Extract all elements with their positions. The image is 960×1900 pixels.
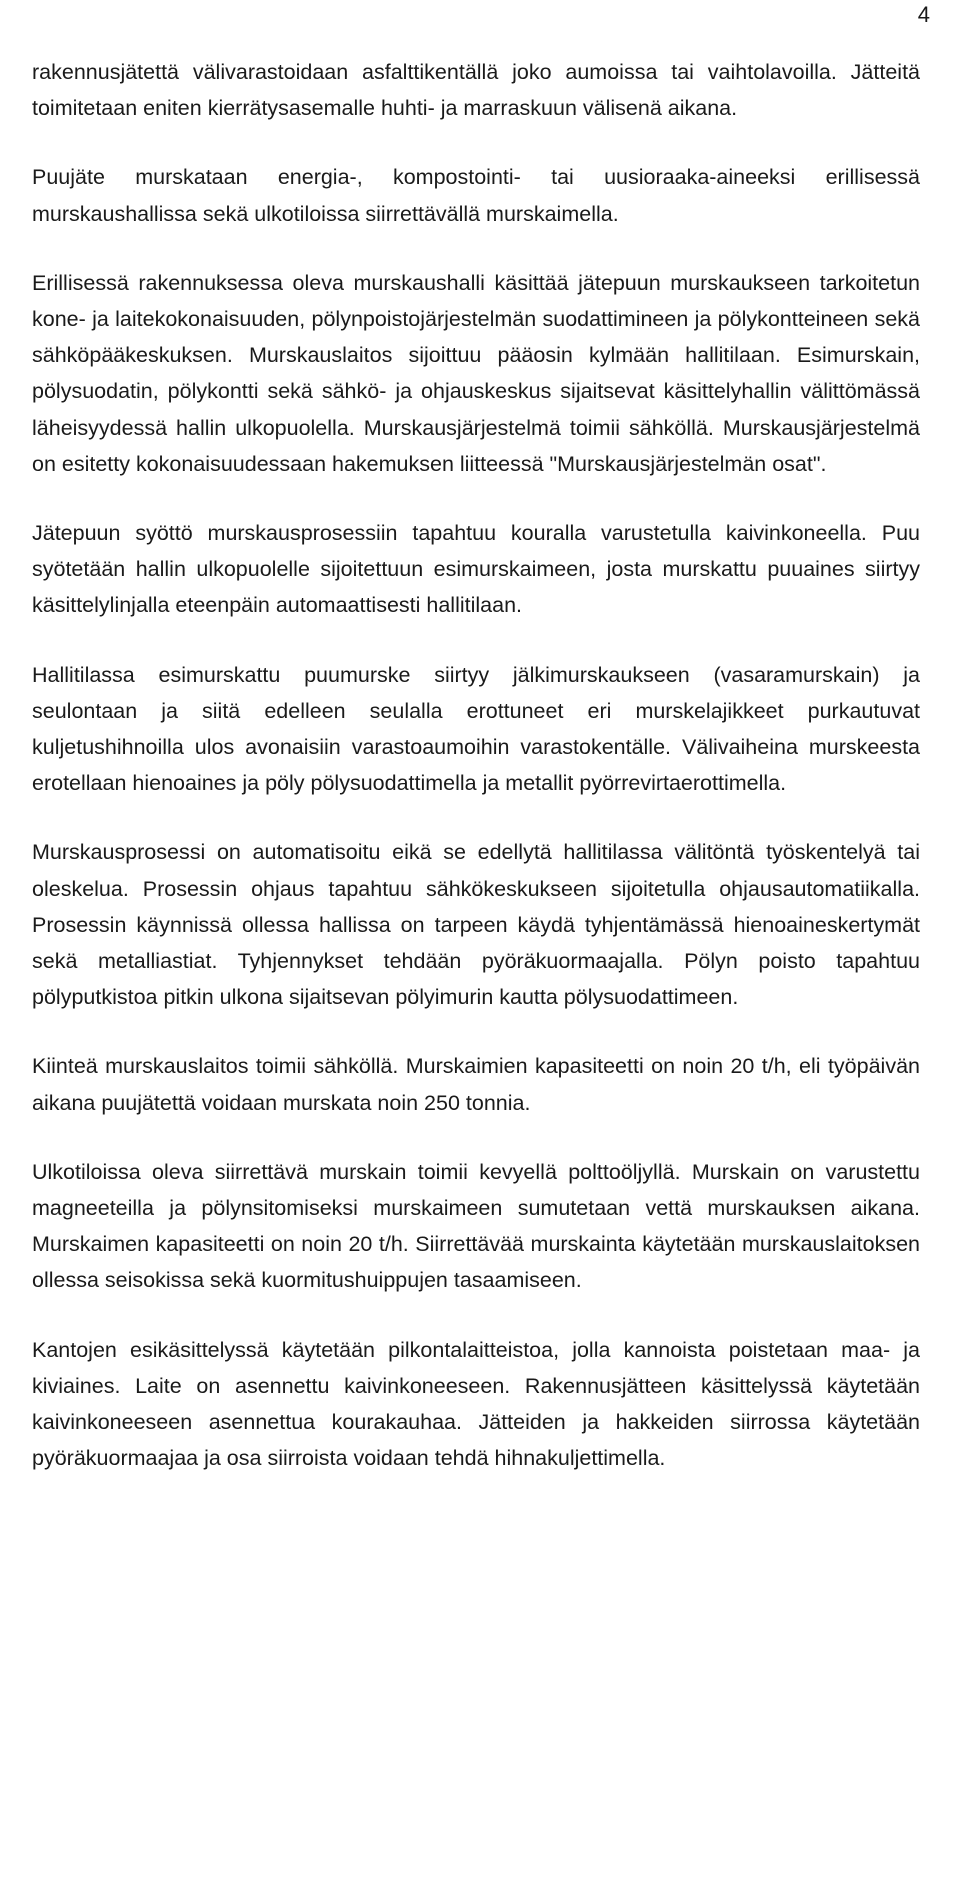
- paragraph-crushing-hall: Erillisessä rakennuksessa oleva murskaushalli käsittää jätepuun murskaukseen tarkoitetun kone- ja laitekokonaisuuden, pölynpoistojärjestelmän suodattimineen ja pölykontteineen sekä sähköpääkeskuksen. Murskauslaitos sijoittuu pääosin kylmään hallitilaan. Esimurskain, pölysuodatin, pölykontti sekä sähkö- ja ohjauskeskus sijaitsevat käsittelyhallin välittömässä läheisyydessä hallin ulkopuolella. Murskausjärjestelmä toimii sähköllä. Murskausjärjestelmä on esitetty kokonaisuudessaan hakemuksen liitteessä "Murskausjärjestelmän osat".: [32, 270, 920, 476]
- paragraph-hall-process: Hallitilassa esimurskattu puumurske siirtyy jälkimurskaukseen (vasaramurskain) ja seulontaan ja siitä edelleen seulalla erottuneet eri murskelajikkeet purkautuvat kuljetushihnoilla ulos avonaisiin varastoaumoihin varastokentälle. Välivaiheina murskeesta erotellaan hienoaines ja pöly pölysuodattimella ja metallit pyörrevirtaerottimella.: [32, 662, 920, 796]
- paragraph-capacity: Kiinteä murskauslaitos toimii sähköllä. Murskaimien kapasiteetti on noin 20 t/h, eli työpäivän aikana puujätettä voidaan murskata noin 250 tonnia.: [32, 1054, 920, 1115]
- page-number: 4: [917, 2, 930, 27]
- paragraph-automation: Murskausprosessi on automatisoitu eikä se edellytä hallitilassa välitöntä työskentelyä tai oleskelua. Prosessin ohjaus tapahtuu sähkökeskukseen sijoitetulla ohjausautomatiikalla. Prosessin käynnissä ollessa hallissa on tarpeen käydä tyhjentämässä hienoaineskertymät sekä metalliastiat. Tyhjennykset tehdään pyöräkuormaajalla. Pölyn poisto tapahtuu pölyputkistoa pitkin ulkona sijaitsevan pölyimurin kautta pölysuodattimeen.: [32, 840, 920, 1010]
- paragraph-feeding: Jätepuun syöttö murskausprosessiin tapahtuu kouralla varustetulla kaivinkoneella. Puu syötetään hallin ulkopuolelle sijoitettuun esimurskaimeen, josta murskattu puuaines siirtyy käsittelylinjalla eteenpäin automaattisesti hallitilaan.: [32, 521, 920, 618]
- paragraph-storage-delivery: rakennusjätettä välivarastoidaan asfalttikentällä joko aumoissa tai vaihtolavoilla. Jätteitä toimitetaan eniten kierrätysasemalle huhti- ja marraskuun välisenä aikana.: [32, 60, 920, 121]
- paragraph-mobile-crusher: Ulkotiloissa oleva siirrettävä murskain toimii kevyellä polttoöljyllä. Murskain on varustettu magneeteilla ja pölynsitomiseksi murskaimeen sumutetaan vettä murskauksen aikana. Murskaimen kapasiteetti on noin 20 t/h. Siirrettävää murskainta käytetään murskauslaitoksen ollessa seisokissa sekä kuormitushuippujen tasaamiseen.: [32, 1159, 920, 1293]
- paragraph-stump-processing: Kantojen esikäsittelyssä käytetään pilkontalaitteistoa, jolla kannoista poistetaan maa- ja kiviaines. Laite on asennettu kaivinkoneeseen. Rakennusjätteen käsittelyssä käytetään kaivinkoneeseen asennettua kourakauhaa. Jätteiden ja hakkeiden siirrossa käytetään pyöräkuormaajaa ja osa siirroista voidaan tehdä hihnakuljettimella.: [32, 1337, 920, 1471]
- paragraph-wood-crushing: Puujäte murskataan energia-, kompostointi- tai uusioraaka-aineeksi erillisessä murskaushallissa sekä ulkotiloissa siirrettävällä murskaimella.: [32, 165, 920, 226]
- document-body: [32, 54, 920, 1477]
